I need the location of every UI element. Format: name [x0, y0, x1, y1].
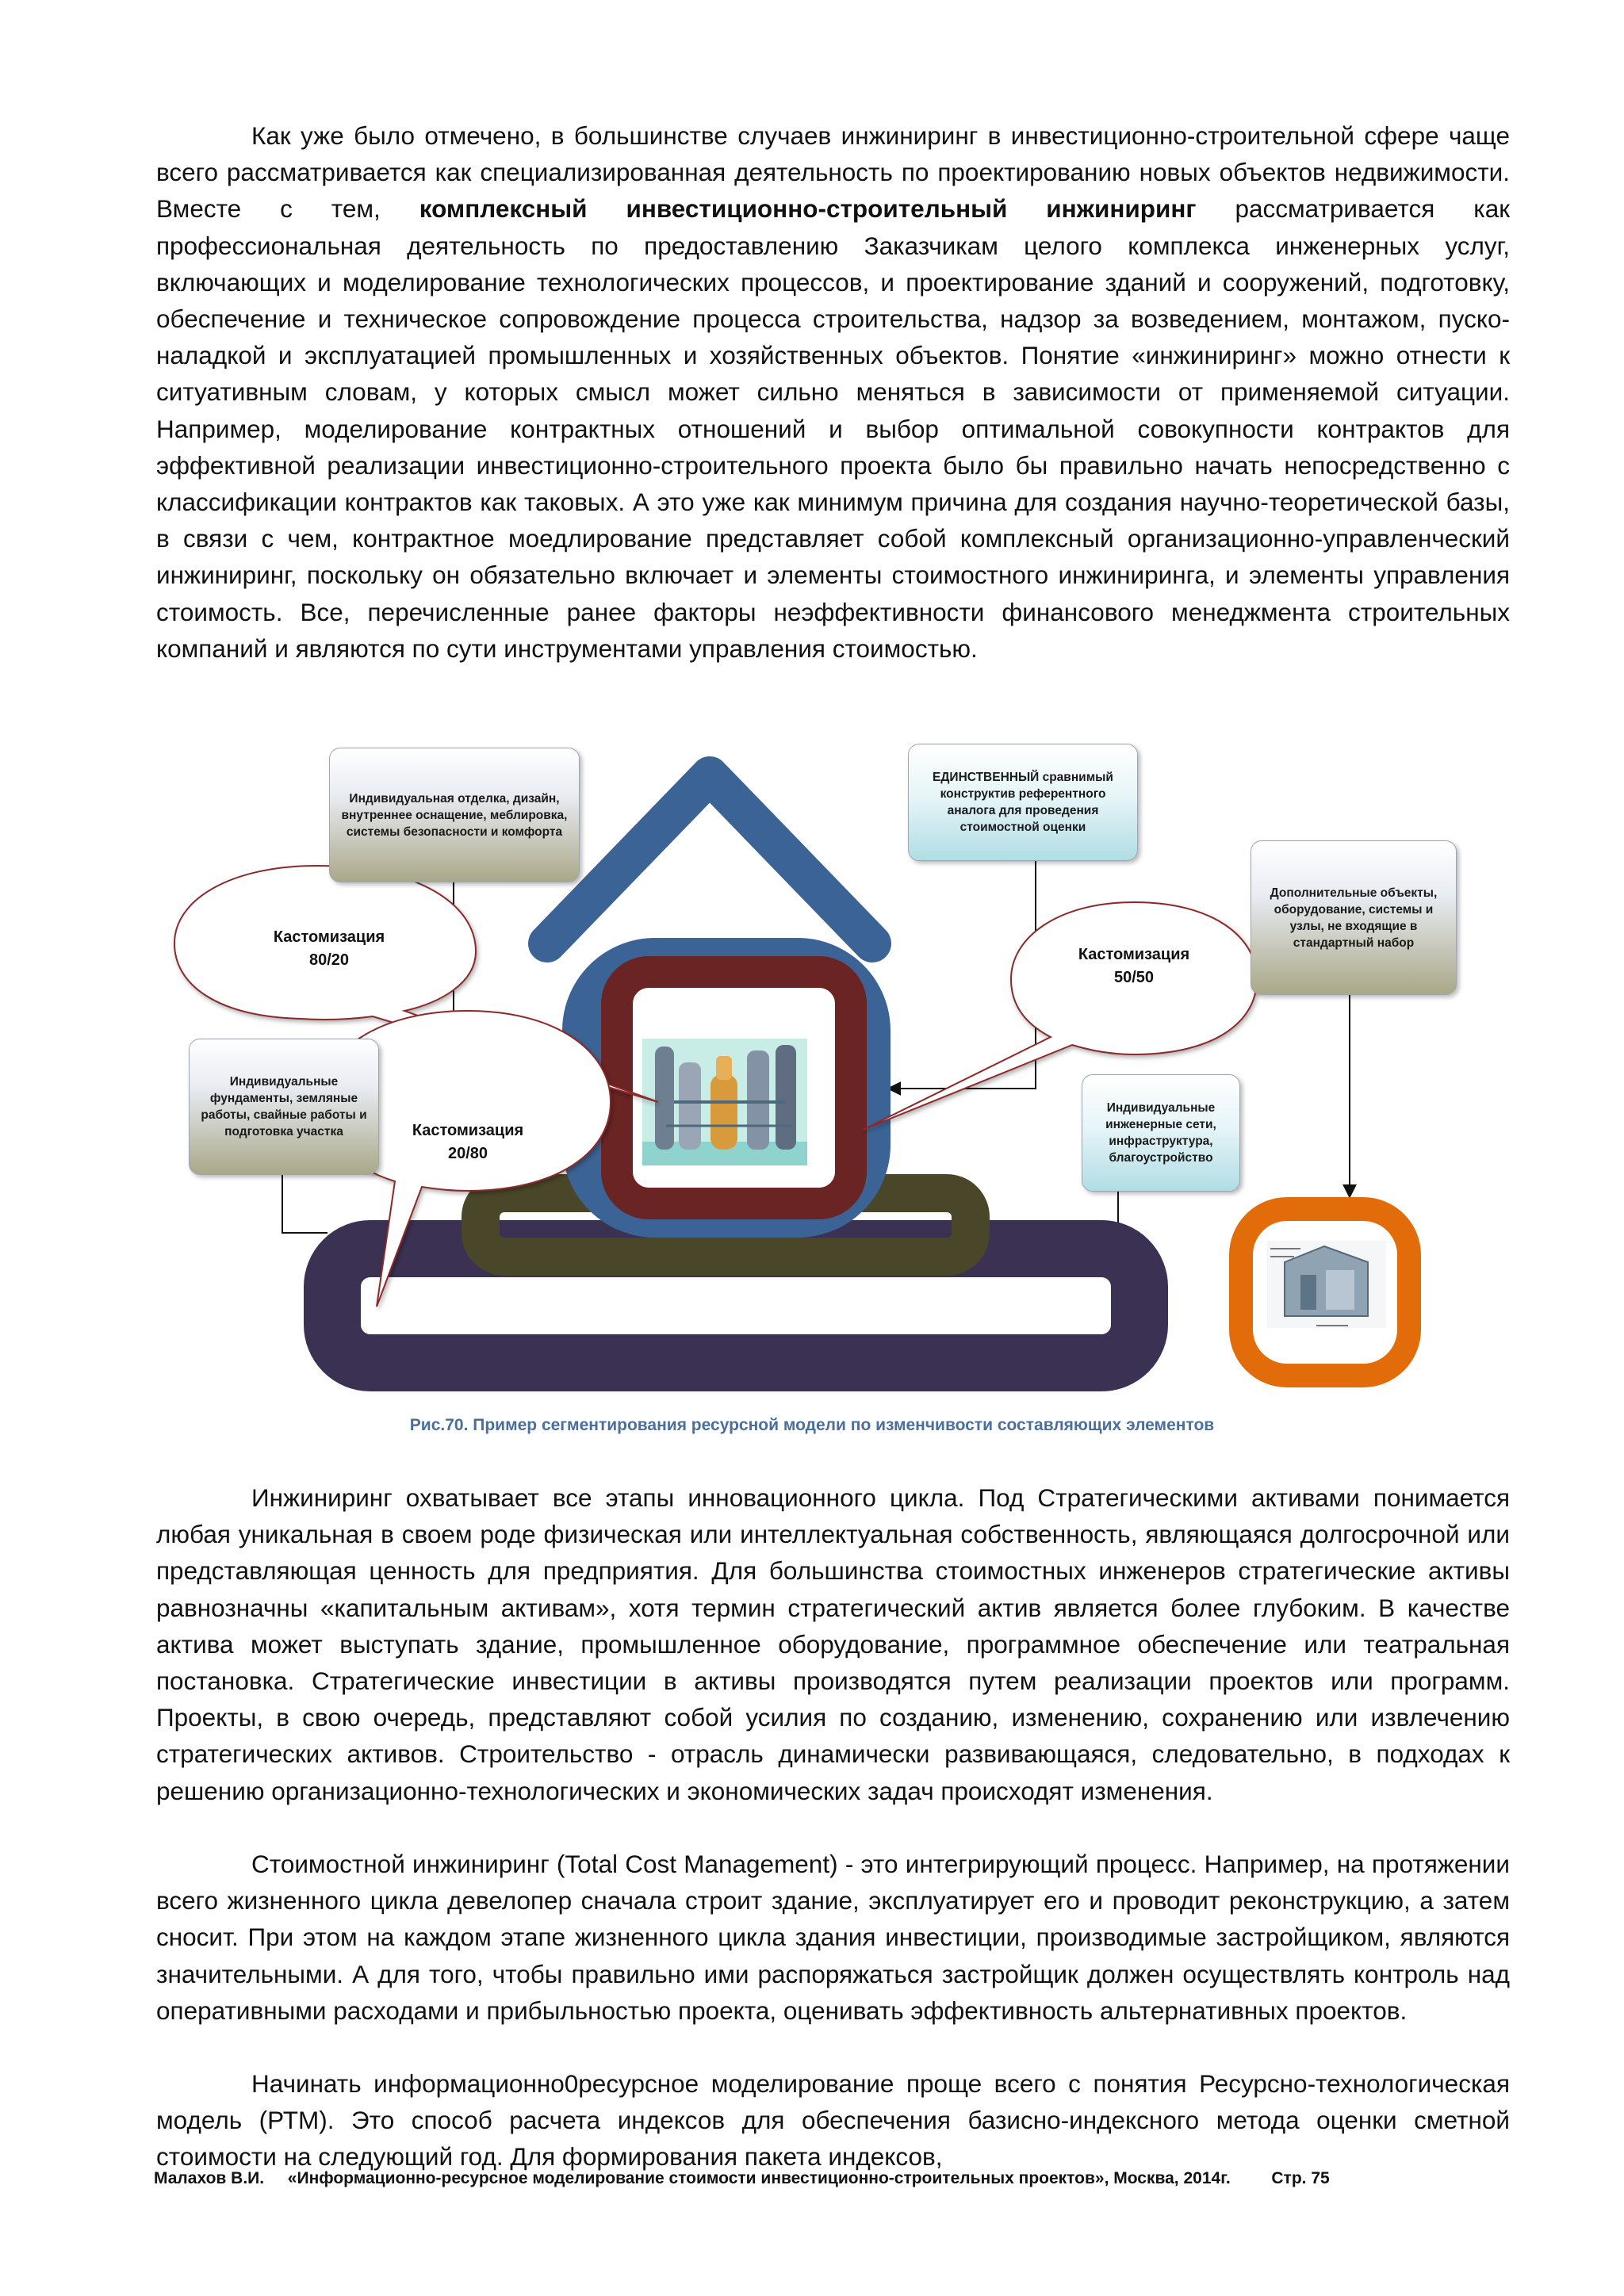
box-foundations: Индивидуальные фундаменты, земляные работы, свайные работы и подготовка участка [189, 1039, 379, 1175]
building-cutaway-image [1267, 1241, 1386, 1328]
reactor-plant-image [642, 1039, 807, 1165]
paragraph-strategic-assets-text: Инжиниринг охватывает все этапы инновационного цикла. Под Стратегическими активами понимается любая уникальная в своем роде физическая или интеллектуальная собственность, являющаяся долгосрочной или представляющая ценность для предприятия. Для большинства стоимостных инженеров стратегические активы равнозначны «капитальным активам», хотя термин стратегический актив является более глубоким. В качестве актива может выступать здание, промышленное оборудование, программное обеспечение или театральная постановка. Стратегические инвестиции в активы производятся путем реализации проектов или программ. Проекты, в свою очередь, представляют собой усилия по созданию, изменению, сохранению или извлечению стратегических активов. Строительство - отрасль динамически развивающаяся, следовательно, в подходах к решению организационно-технологических и экономических задач происходят изменения. [156, 1483, 1510, 1805]
paragraph-total-cost-text: Стоимостной инжиниринг (Total Cost Management) - это интегрирующий процесс. Например, на протяжении всего жизненного цикла девелопер сначала строит здание, эксплуатирует его и проводит реконструкцию, а затем сносит. При этом на каждом этапе жизненного цикла здания инвестиции, производимые застройщиком, являются значительными. А для того, чтобы правильно ими распоряжаться застройщик должен осуществлять контроль над оперативными расходами и прибыльностью проекта, оценивать эффективность альтернативных проектов. [156, 1850, 1510, 2025]
paragraph-intro-text-rest: рассматривается как профессиональная деятельность по предоставлению Заказчикам целого комплекса инженерных услуг, включающих и моделирование технологических процессов, и проектирование зданий и сооружений, подготовку, обеспечение и техническое сопровождение процесса строительства, надзор за возведением, монтажом, пуско-наладкой и эксплуатацией промышленных и хозяйственных объектов. Понятие «инжиниринг» можно отнести к ситуативным словам, у которых смысл может сильно меняться в зависимости от применяемой ситуации. Например, моделирование контрактных отношений и выбор оптимальной совокупности контрактов для эффективной реализации инвестиционно-строительного проекта было бы правильно начать непосредственно с классификации контрактов как таковых. А это уже как минимум причина для создания научно-теоретической базы, в связи с чем, контрактное моедлирование представляет собой комплексный организационно-управленческий инжиниринг, поскольку он обязательно включает и элементы стоимостного инжиниринга, и элементы управления стоимость. Все, перечисленные ранее факторы неэффективности финансового менеджмента строительных компаний и являются по сути инструментами управления стоимостью. [156, 194, 1510, 663]
box-additional-objects: Дополнительные объекты, оборудование, системы и узлы, не входящие в стандартный набор [1251, 840, 1457, 995]
figure-caption: Рис.70. Пример сегментирования ресурсной модели по изменчивости составляющих элементов [409, 1416, 1215, 1434]
bubble-8020-label: Кастомизация 80/20 [273, 928, 385, 969]
footer-page-number: Стр. 75 [1271, 2169, 1330, 2187]
footer-author: Малахов В.И. [154, 2169, 265, 2187]
house-roof [547, 775, 872, 943]
bubble-5050-label: Кастомизация 50/50 [1078, 946, 1190, 986]
paragraph-intro-text: Как уже было отмечено, в большинстве случаев инжиниринг в инвестиционно-строительной сфере чаще всего рассматривается как специализированная деятельность по проектированию новых объектов недвижимости. Вместе с тем, [156, 121, 1510, 224]
bubble-2080-label: Кастомизация 20/80 [412, 1122, 524, 1162]
footer-title: «Информационно-ресурсное моделирование стоимости инвестиционно-строительных проектов», Москва, 2014г. [287, 2169, 1231, 2187]
paragraph-strategic-assets [156, 1479, 1510, 1809]
box-engineering-networks: Индивидуальные инженерные сети, инфраструктура, благоустройство [1082, 1074, 1240, 1192]
paragraph-intro [156, 117, 1510, 667]
figure-resource-model [0, 729, 1624, 1411]
paragraph-rtm [156, 2065, 1510, 2175]
box-finishing: Индивидуальная отделка, дизайн, внутреннее оснащение, меблировка, системы безопасности и комфорта [329, 748, 580, 882]
paragraph-total-cost [156, 1846, 1510, 2029]
box-unique-analog: ЕДИНСТВЕННЫЙ сравнимый конструктив референтного аналога для проведения стоимостной оценки [908, 744, 1138, 861]
paragraph-intro-bold: комплексный инвестиционно-строительный инжиниринг [419, 194, 1197, 224]
page-footer [154, 2169, 1518, 2188]
paragraph-rtm-text: Начинать информационно0ресурсное моделирование проще всего с понятия Ресурсно-технологическая модель (РТМ). Это способ расчета индексов для обеспечения базисно-индексного метода оценки сметной стоимости на следующий год. Для формирования пакета индексов, [156, 2069, 1510, 2172]
